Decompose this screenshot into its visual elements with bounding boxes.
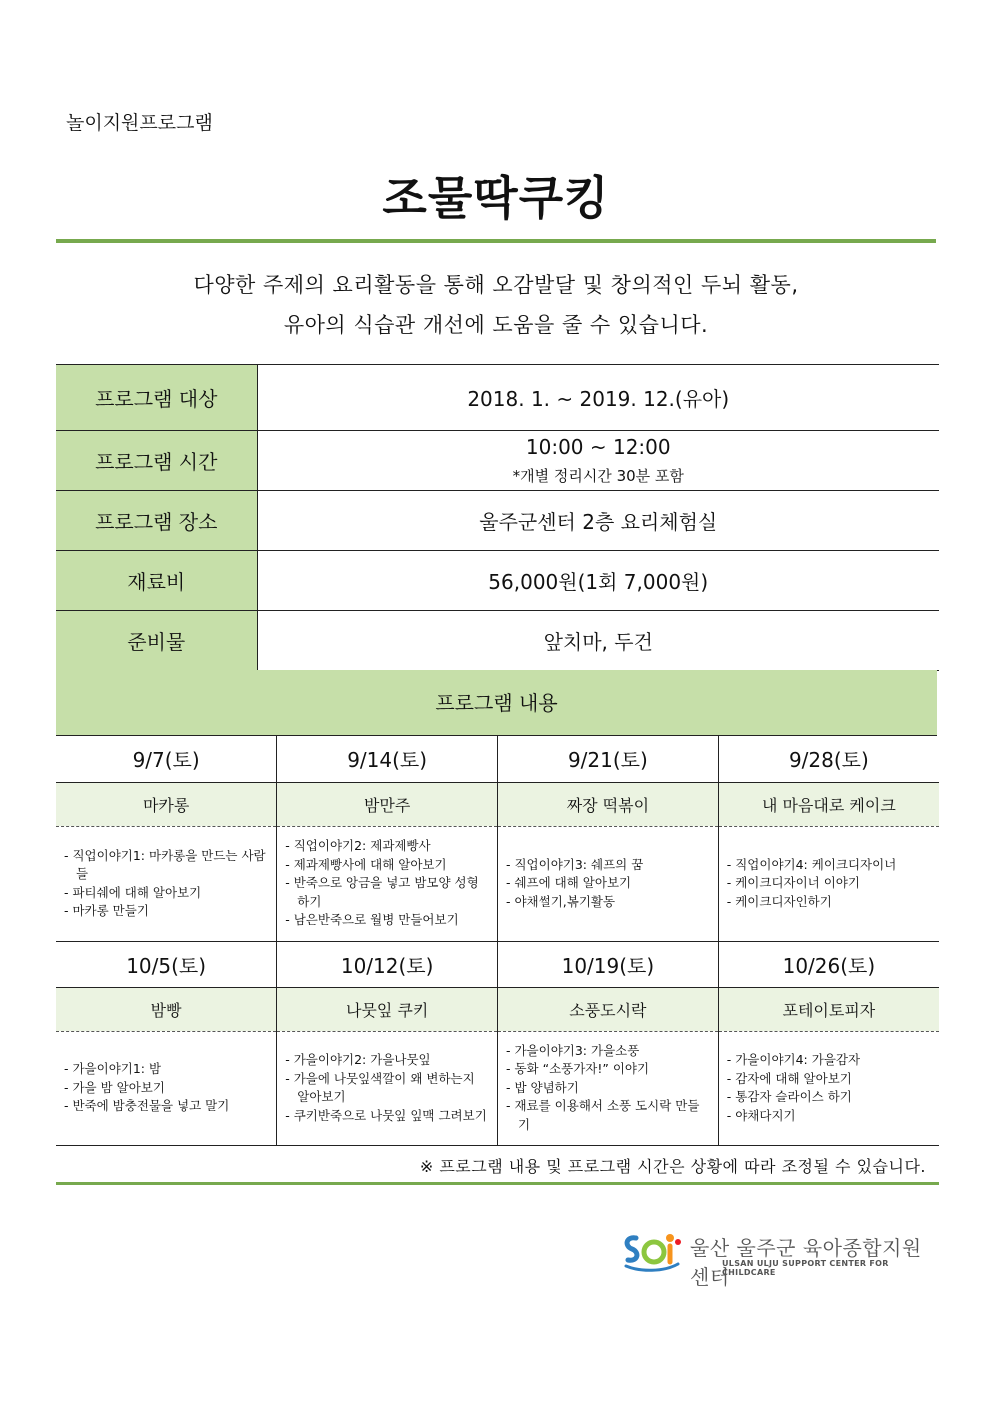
intro-line-1: 다양한 주제의 요리활동을 통해 오감발달 및 창의적인 두뇌 활동, xyxy=(193,273,799,297)
session-menu: 짜장 떡볶이 xyxy=(498,782,719,826)
activity-item: - 직업이야기4: 케이크디자이너 xyxy=(727,856,931,875)
time-cell xyxy=(257,431,939,491)
fee-value: 56,000원(1회 7,000원) xyxy=(257,551,939,611)
info-row-time xyxy=(56,431,939,491)
session-description xyxy=(277,1031,498,1145)
activity-item: - 케이크디자인하기 xyxy=(727,893,931,912)
session-menu: 밤만주 xyxy=(277,782,498,826)
session-menu: 내 마음대로 케이크 xyxy=(718,782,939,826)
activity-item: - 직업이야기1: 마카롱을 만드는 사람들 xyxy=(64,847,268,884)
activity-item: - 제과제빵사에 대해 알아보기 xyxy=(285,856,489,875)
activity-item: - 가을이야기4: 가을감자 xyxy=(727,1051,931,1070)
activity-item: - 통감자 슬라이스 하기 xyxy=(727,1088,931,1107)
session-description xyxy=(277,826,498,941)
activity-item: - 케이크디자이너 이야기 xyxy=(727,874,931,893)
session-date: 10/5(토) xyxy=(56,941,277,987)
menu-row xyxy=(56,782,939,826)
activity-item: - 직업이야기2: 제과제빵사 xyxy=(285,837,489,856)
session-description xyxy=(718,826,939,941)
center-logo xyxy=(620,1228,930,1289)
session-description xyxy=(498,1031,719,1145)
activity-item: - 파티쉐에 대해 알아보기 xyxy=(64,884,268,903)
activity-item: - 남은반죽으로 월병 만들어보기 xyxy=(285,911,489,930)
session-date: 10/19(토) xyxy=(498,941,719,987)
session-description xyxy=(718,1031,939,1145)
program-category: 놀이지원프로그램 xyxy=(66,112,213,134)
menu-row xyxy=(56,987,939,1031)
session-description xyxy=(498,826,719,941)
activity-item: - 가을이야기3: 가을소풍 xyxy=(506,1042,710,1061)
session-menu: 밤빵 xyxy=(56,987,277,1031)
session-menu: 나뭇잎 쿠키 xyxy=(277,987,498,1031)
time-label: 프로그램 시간 xyxy=(56,431,257,491)
session-date: 10/26(토) xyxy=(718,941,939,987)
activity-item: - 밥 양념하기 xyxy=(506,1079,710,1098)
info-row-target xyxy=(56,365,939,431)
intro-line-2: 유아의 식습관 개선에 도움을 줄 수 있습니다. xyxy=(283,313,709,337)
schedule-table xyxy=(56,736,939,1146)
time-note: *개별 정리시간 30분 포함 xyxy=(512,467,684,485)
activity-item: - 재료를 이용해서 소풍 도시락 만들기 xyxy=(506,1097,710,1134)
page-title: 조물딱쿠킹 xyxy=(382,171,610,225)
title-divider xyxy=(56,239,936,243)
schedule-notice: ※ 프로그램 내용 및 프로그램 시간은 상황에 따라 조정될 수 있습니다. xyxy=(419,1157,926,1176)
session-date: 9/14(토) xyxy=(277,736,498,782)
info-row-supplies xyxy=(56,611,939,671)
bottom-divider xyxy=(56,1182,939,1185)
activity-item: - 쿠키반죽으로 나뭇잎 잎맥 그려보기 xyxy=(285,1107,489,1126)
session-date: 9/21(토) xyxy=(498,736,719,782)
activity-item: - 야채썰기,볶기활동 xyxy=(506,893,710,912)
place-label: 프로그램 장소 xyxy=(56,491,257,551)
session-description xyxy=(56,1031,277,1145)
supplies-label: 준비물 xyxy=(56,611,257,671)
activity-item: - 마카롱 만들기 xyxy=(64,902,268,921)
supplies-value: 앞치마, 두건 xyxy=(257,611,939,671)
activity-item: - 가을이야기1: 밤 xyxy=(64,1060,268,1079)
session-date: 9/28(토) xyxy=(718,736,939,782)
session-menu: 마카롱 xyxy=(56,782,277,826)
center-logo-icon xyxy=(620,1228,684,1272)
activity-item: - 가을 밤 알아보기 xyxy=(64,1079,268,1098)
session-description xyxy=(56,826,277,941)
activity-item: - 가을에 나뭇잎색깔이 왜 변하는지 알아보기 xyxy=(285,1070,489,1107)
time-value: 10:00 ~ 12:00 xyxy=(525,435,671,459)
description-row xyxy=(56,1031,939,1145)
info-row-fee xyxy=(56,551,939,611)
activity-item: - 가을이야기2: 가을나뭇잎 xyxy=(285,1051,489,1070)
target-label: 프로그램 대상 xyxy=(56,365,257,431)
activity-item: - 쉐프에 대해 알아보기 xyxy=(506,874,710,893)
activity-item: - 직업이야기3: 쉐프의 꿈 xyxy=(506,856,710,875)
logo-english-name: ULSAN ULJU SUPPORT CENTER FOR CHILDCARE xyxy=(722,1259,889,1277)
session-menu: 소풍도시락 xyxy=(498,987,719,1031)
content-heading: 프로그램 내용 xyxy=(56,670,937,736)
date-row xyxy=(56,941,939,987)
session-date: 10/12(토) xyxy=(277,941,498,987)
description-row xyxy=(56,826,939,941)
session-date: 9/7(토) xyxy=(56,736,277,782)
place-value: 울주군센터 2층 요리체험실 xyxy=(257,491,939,551)
activity-item: - 동화 “소풍가자!” 이야기 xyxy=(506,1060,710,1079)
activity-item: - 반죽에 밤충전물을 넣고 말기 xyxy=(64,1097,268,1116)
activity-item: - 야채다지기 xyxy=(727,1107,931,1126)
activity-item: - 감자에 대해 알아보기 xyxy=(727,1070,931,1089)
logo-korean-name: 울산 울주군 육아종합지원센터 xyxy=(690,1236,922,1289)
activity-item: - 반죽으로 앙금을 넣고 밤모양 성형하기 xyxy=(285,874,489,911)
session-menu: 포테이토피자 xyxy=(718,987,939,1031)
info-row-place xyxy=(56,491,939,551)
date-row xyxy=(56,736,939,782)
program-info-table xyxy=(56,364,939,671)
target-value: 2018. 1. ~ 2019. 12.(유아) xyxy=(257,365,939,431)
fee-label: 재료비 xyxy=(56,551,257,611)
